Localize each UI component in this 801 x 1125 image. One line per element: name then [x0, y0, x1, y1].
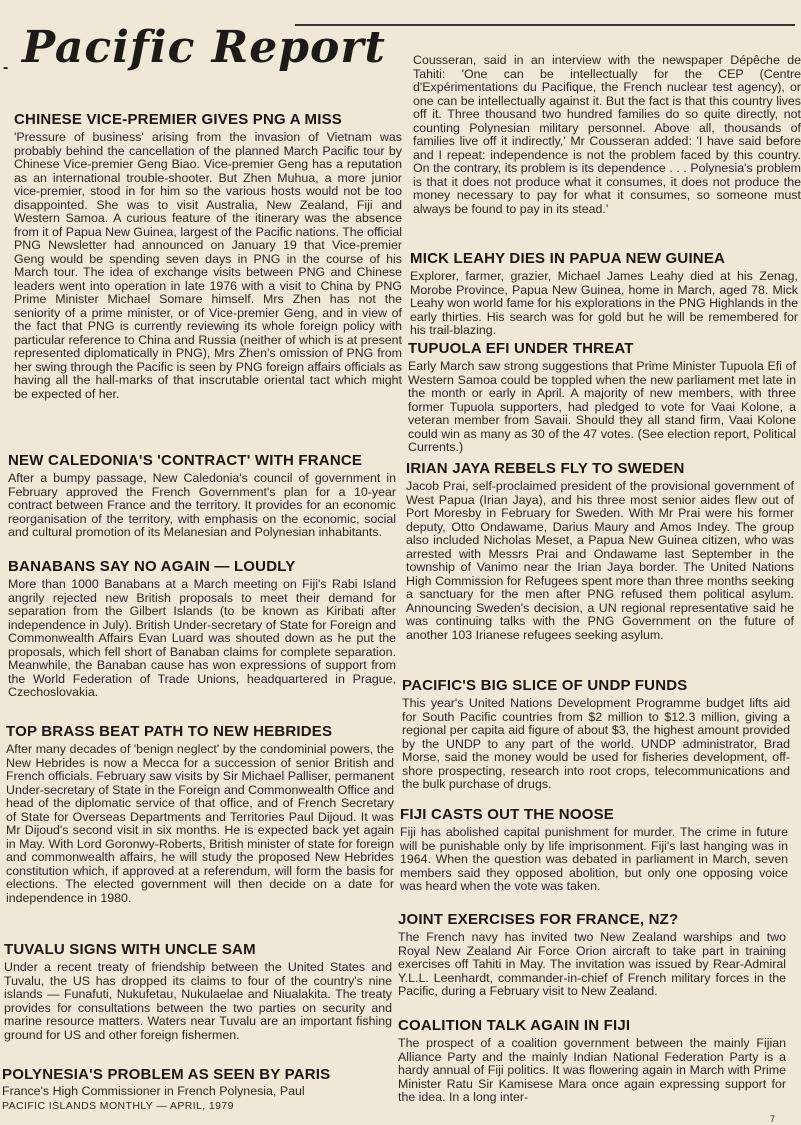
article-headline: TUPUOLA EFI UNDER THREAT	[408, 340, 634, 357]
article-headline: TOP BRASS BEAT PATH TO NEW HEBRIDES	[6, 723, 333, 740]
article	[8, 558, 396, 700]
article	[402, 677, 790, 792]
article	[4, 941, 392, 1042]
article-body: France's High Commissioner in French Polynesia, Paul	[2, 1084, 305, 1098]
article-headline: JOINT EXERCISES FOR FRANCE, NZ?	[398, 911, 679, 928]
article-headline: PACIFIC'S BIG SLICE OF UNDP FUNDS	[402, 677, 688, 694]
article-headline: CHINESE VICE-PREMIER GIVES PNG A MISS	[14, 111, 343, 128]
article	[410, 250, 798, 338]
article-body: Fiji has abolished capital punishment for murder. The crime in future will be punishable only by life imprisonment. Fiji's last hanging was in 1964. When the question was debated in parliament in March, seven members said they opposed abolition, but only one opposing voice was heard when the vote was taken.	[400, 825, 788, 893]
article	[6, 723, 394, 905]
article-headline: COALITION TALK AGAIN IN FIJI	[398, 1017, 631, 1034]
article	[408, 340, 796, 455]
article-body: More than 1000 Banabans at a March meeting on Fiji's Rabi Island angrily rejected new British proposals to meet their demand for separation from the Gilbert Islands (to be known as Kiribati after independence in July). British Under-secretary of State for Foreign and Commonwealth Affairs Evan Luard was shouted down as he put the proposals, which fell short of Banaban claims for complete separation. Meanwhile, the Banaban cause has won expressions of support from the World Federation of Trade Unions, headquartered in Prague, Czechoslovakia.	[8, 577, 396, 699]
article	[400, 806, 788, 894]
article	[398, 1017, 786, 1105]
article-headline: MICK LEAHY DIES IN PAPUA NEW GUINEA	[410, 250, 726, 267]
page-number: 7	[770, 1114, 776, 1124]
article-headline: IRIAN JAYA REBELS FLY TO SWEDEN	[406, 460, 685, 477]
article-body: Explorer, farmer, grazier, Michael James Leahy died at his Zenag, Morobe Province, Papua New Guinea, home in March, aged 78. Mick Leahy won world fame for his explorations in the PNG Highlands in the early thirties. His search was for gold but he will be remembered for his trail-blazing.	[410, 269, 798, 337]
article-body: After many decades of 'benign neglect' by the condominial powers, the New Hebrides is now a Mecca for a succession of senior British and French officials. February saw visits by Sir Michael Palliser, permanent Under-secretary of State in the Foreign and Commonwealth Office and head of the diplomatic service of that office, and of French Secretary of State for Overseas Departments and Territories Paul Dijoud. It was Mr Dijoud's second visit in six months. He is expected back yet again in May. With Lord Goronwy-Roberts, British minister of state for foreign and commonwealth affairs, he will study the proposed New Hebrides constitution which, if approved at a referendum, will form the basis for elections. The elected government will then decide on a date for independence in 1980.	[6, 742, 394, 905]
article	[8, 452, 396, 540]
article	[14, 111, 402, 401]
masthead-title: Pacific Report	[22, 22, 386, 73]
article-continued	[413, 54, 801, 216]
article-headline: BANABANS SAY NO AGAIN — LOUDLY	[8, 558, 296, 575]
article-body: Cousseran, said in an interview with the newspaper Dépêche de Tahiti: 'One can be intellectually for the CEP (Centre d'Expérimentations du Pacifique, the French nuclear test agency), or one can be intellectually against it. But the fact is that this country lives off it. Three thousand two hundred families do so quite directly, not counting Polynesian military personnel. Above all, thousands of families live off it indirectly,' Mr Cousseran added: 'I have said before and I repeat: independence is not the problem faced by this country. On the contrary, its problem is its dependence . . . Polynesia's problem is that it does not produce what it consumes, it does not produce the money necessary to pay for what it consumes, so someone must always be found to pay in its stead.'	[413, 53, 801, 216]
article-body: This year's United Nations Development Programme budget lifts aid for South Pacific countries from $2 million to $12.3 million, giving a regional per capita aid figure of about $3, the highest amount provided by the UNDP to any part of the world. UNDP administrator, Brad Morse, said the money would be used for fisheries development, off-shore prospecting, research into root crops, telecommunications and the bulk purchase of drugs.	[402, 696, 790, 791]
article-body: After a bumpy passage, New Caledonia's council of government in February approved the French Government's plan for a 10-year contract between France and the territory. It provides for an economic reorganisation of the territory, with emphasis on the economic, social and cultural promotion of its Melanesian and Polynesian inhabitants.	[8, 471, 396, 539]
article-body: Jacob Prai, self-proclaimed president of the provisional government of West Papua (Irian Jaya), and his three most senior aides flew out of Port Moresby in February for Sweden. With Mr Prai were his former deputy, Otto Ondawame, Darius Maury and Amos Indey. The group also included Nicholas Meset, a Papua New Guinea citizen, who was arrested with Messrs Prai and Ondawame last September in the township of Vanimo near the Irian Jaya border. The United Nations High Commission for Refugees spent more than three months seeking a sanctuary for the men after PNG refused them political asylum. Announcing Sweden's decision, a UN regional representative said he was continuing talks with the PNG Government on the future of another 103 Irianese refugees seeking asylum.	[406, 479, 794, 642]
article-headline: NEW CALEDONIA'S 'CONTRACT' WITH FRANCE	[8, 452, 363, 469]
article	[406, 460, 794, 642]
article-body: Under a recent treaty of friendship between the United States and Tuvalu, the US has dropped its claims to four of the country's nine islands — Funafuti, Nukufetau, Nukulaelae and Niualakita. The treaty provides for consultations between the two parties on security and marine resource matters. Waters near Tuvalu are an important fishing ground for US and other foreign fishermen.	[4, 960, 392, 1042]
article-body: Early March saw strong suggestions that Prime Minister Tupuola Efi of Western Samoa could be toppled when the new parliament met late in the month or early in April. A majority of new members, with three former Tupuola supporters, had pledged to vote for Vaai Kolone, a veteran member from Savaii. Should they all stand firm, Vaai Kolone could win as many as 30 of the 47 votes. (See election report, Political Currents.)	[408, 359, 796, 454]
article-headline: TUVALU SIGNS WITH UNCLE SAM	[4, 941, 256, 958]
article-body: 'Pressure of business' arising from the invasion of Vietnam was probably behind the cancellation of the planned March Pacific tour by Chinese Vice-premier Geng Biao. Vice-premier Geng has a reputation as an international trouble-shooter. But Zhen Muhua, a more junior vice-premier, stood in for him so the various hosts would not be too disappointed. She was to visit Australia, New Zealand, Fiji and Western Samoa. A curious feature of the itinerary was the absence from it of Papua New Guinea, largest of the Pacific nations. The official PNG Newsletter had announced on January 19 that Vice-premier Geng would be spending seven days in PNG in the course of his March tour. The idea of exchange visits between PNG and Chinese leaders went into operation in late 1976 with a visit to China by PNG Prime Minister Michael Somare himself. Mrs Zhen has not the seniority of a prime minister, or of Vice-premier Geng, and in view of the fact that PNG is currently reviewing its whole foreign policy with particular reference to China and Russia (neither of which is at present represented diplomatically in PNG), Mrs Zhen's omission of PNG from her swing through the Pacific is seen by PNG foreign affairs officials as having all the hall-marks of that inscrutable oriental tact which might be expected of her.	[14, 130, 402, 401]
page-footer: PACIFIC ISLANDS MONTHLY — APRIL, 1979	[2, 1100, 234, 1112]
article-headline: POLYNESIA'S PROBLEM AS SEEN BY PARIS	[2, 1066, 331, 1083]
article-headline: FIJI CASTS OUT THE NOOSE	[400, 806, 614, 823]
header-dash: -	[3, 59, 9, 76]
article	[398, 911, 786, 999]
article-body: The French navy has invited two New Zealand warships and two Royal New Zealand Air Force Orion aircraft to take part in training exercises off Tahiti in May. The invitation was issued by Rear-Admiral Y.L.L. Leenhardt, commander-in-chief of French military forces in the Pacific, during a February visit to New Zealand.	[398, 930, 786, 998]
article	[2, 1066, 390, 1099]
article-body: The prospect of a coalition government between the mainly Fijian Alliance Party and the mainly Indian National Federation Party is a hardy annual of Fiji politics. It was flowering again in March with Prime Minister Ratu Sir Kamisese Mara once again expressing support for the idea. In a long inter-	[398, 1036, 786, 1104]
